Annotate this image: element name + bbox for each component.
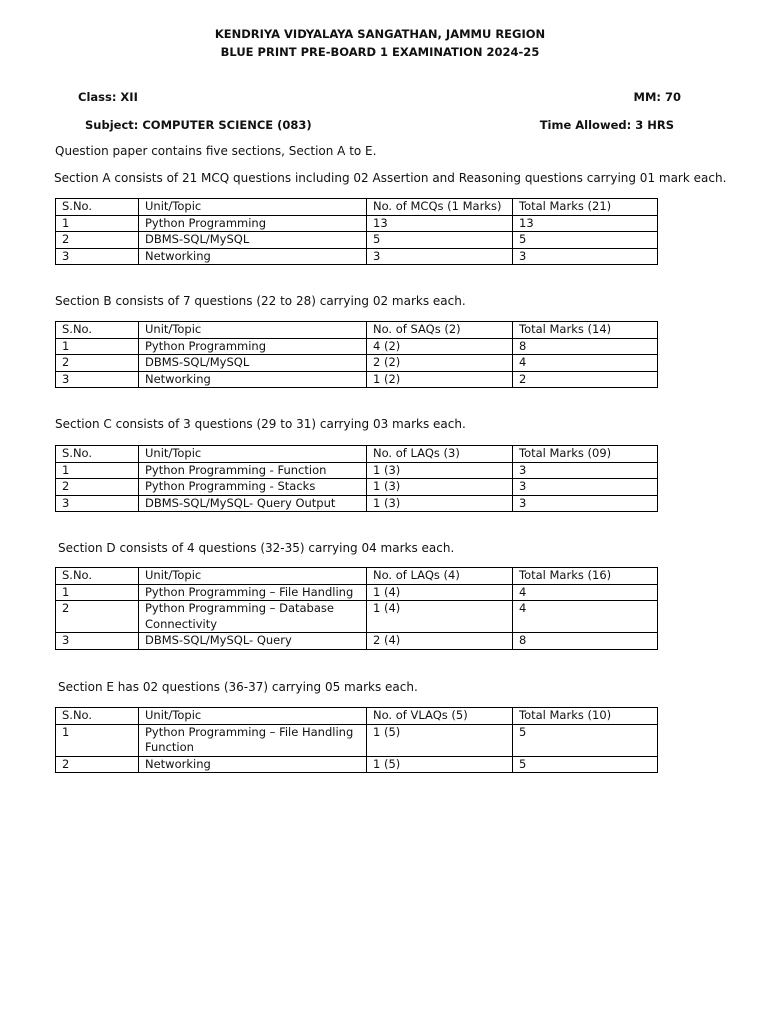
table-cell: 1 (4) (367, 584, 513, 601)
table-header-row (56, 446, 658, 463)
table-cell: 4 (513, 355, 658, 372)
table-cell: 1 (5) (367, 724, 513, 756)
table-cell: 5 (513, 232, 658, 249)
table-row (56, 724, 658, 756)
table-row (56, 462, 658, 479)
header-cell: No. of VLAQs (5) (367, 708, 513, 725)
header-cell: No. of MCQs (1 Marks) (367, 199, 513, 216)
table-cell: 13 (367, 215, 513, 232)
section-e-description: Section E has 02 questions (36-37) carrying 05 marks each. (58, 680, 418, 694)
table-cell: 3 (56, 495, 139, 512)
table-cell: 1 (3) (367, 479, 513, 496)
header-cell: S.No. (56, 708, 139, 725)
table-cell: 3 (513, 495, 658, 512)
table-cell: 1 (5) (367, 756, 513, 773)
table-row (56, 479, 658, 496)
table-cell: 4 (513, 584, 658, 601)
table-cell: DBMS-SQL/MySQL (139, 355, 367, 372)
table-cell: Networking (139, 248, 367, 265)
table-cell: 4 (513, 601, 658, 633)
header-cell: S.No. (56, 322, 139, 339)
table-row (56, 601, 658, 633)
table-cell: 2 (4) (367, 633, 513, 650)
section-a-description: Section A consists of 21 MCQ questions including 02 Assertion and Reasoning questions carrying 01 mark each. (54, 171, 727, 185)
table-cell: Python Programming (139, 338, 367, 355)
header-cell: No. of LAQs (3) (367, 446, 513, 463)
header-cell: Unit/Topic (139, 708, 367, 725)
table-header-row (56, 322, 658, 339)
table-cell: 5 (367, 232, 513, 249)
table-cell: 4 (2) (367, 338, 513, 355)
table-row (56, 232, 658, 249)
header-cell: Total Marks (21) (513, 199, 658, 216)
table-cell: Python Programming – File Handling Function (139, 724, 367, 756)
table-cell: 1 (56, 724, 139, 756)
header-cell: Total Marks (09) (513, 446, 658, 463)
subject-label: Subject: COMPUTER SCIENCE (083) (85, 118, 312, 132)
table-cell: 1 (4) (367, 601, 513, 633)
table-cell: 2 (2) (367, 355, 513, 372)
header-cell: Total Marks (14) (513, 322, 658, 339)
table-cell: 1 (56, 584, 139, 601)
max-marks-label: MM: 70 (633, 90, 681, 104)
intro-text: Question paper contains five sections, Section A to E. (55, 144, 377, 158)
table-header-row (56, 568, 658, 585)
document-title-line-1: KENDRIYA VIDYALAYA SANGATHAN, JAMMU REGION (214, 27, 546, 41)
table-cell: Python Programming – File Handling (139, 584, 367, 601)
table-row (56, 495, 658, 512)
table-cell: 8 (513, 633, 658, 650)
table-cell: Networking (139, 756, 367, 773)
table-cell: 1 (3) (367, 462, 513, 479)
section-b-table (55, 321, 658, 388)
table-cell: DBMS-SQL/MySQL- Query Output (139, 495, 367, 512)
table-row (56, 584, 658, 601)
section-c-description: Section C consists of 3 questions (29 to 31) carrying 03 marks each. (55, 417, 466, 431)
table-cell: Python Programming – Database Connectivity (139, 601, 367, 633)
table-cell: 3 (56, 371, 139, 388)
table-cell: DBMS-SQL/MySQL (139, 232, 367, 249)
table-cell: 5 (513, 724, 658, 756)
header-cell: S.No. (56, 568, 139, 585)
table-cell: Python Programming (139, 215, 367, 232)
table-row (56, 248, 658, 265)
table-cell: 2 (513, 371, 658, 388)
table-row (56, 215, 658, 232)
table-cell: 1 (2) (367, 371, 513, 388)
table-cell: 2 (56, 232, 139, 249)
table-header-row (56, 708, 658, 725)
header-cell: Unit/Topic (139, 446, 367, 463)
table-cell: 1 (56, 215, 139, 232)
table-cell: 3 (56, 248, 139, 265)
table-cell: Python Programming - Stacks (139, 479, 367, 496)
table-cell: 1 (56, 462, 139, 479)
table-header-row (56, 199, 658, 216)
section-c-table (55, 445, 658, 512)
table-cell: 5 (513, 756, 658, 773)
table-cell: Networking (139, 371, 367, 388)
table-cell: 3 (513, 462, 658, 479)
section-e-table (55, 707, 658, 773)
table-row (56, 371, 658, 388)
table-cell: 2 (56, 601, 139, 633)
table-row (56, 355, 658, 372)
table-cell: 3 (367, 248, 513, 265)
table-row (56, 338, 658, 355)
section-b-description: Section B consists of 7 questions (22 to 28) carrying 02 marks each. (55, 294, 466, 308)
section-a-table (55, 198, 658, 265)
header-cell: S.No. (56, 446, 139, 463)
header-cell: S.No. (56, 199, 139, 216)
table-cell: 8 (513, 338, 658, 355)
section-d-description: Section D consists of 4 questions (32-35) carrying 04 marks each. (58, 541, 455, 555)
header-cell: Total Marks (16) (513, 568, 658, 585)
table-cell: 2 (56, 355, 139, 372)
table-cell: 1 (3) (367, 495, 513, 512)
time-allowed-label: Time Allowed: 3 HRS (539, 118, 674, 132)
header-cell: Unit/Topic (139, 568, 367, 585)
table-cell: DBMS-SQL/MySQL- Query (139, 633, 367, 650)
table-cell: 3 (513, 248, 658, 265)
table-cell: 1 (56, 338, 139, 355)
header-cell: No. of LAQs (4) (367, 568, 513, 585)
header-cell: Total Marks (10) (513, 708, 658, 725)
header-cell: No. of SAQs (2) (367, 322, 513, 339)
table-cell: 3 (513, 479, 658, 496)
table-cell: 2 (56, 479, 139, 496)
header-cell: Unit/Topic (139, 322, 367, 339)
section-d-table (55, 567, 658, 650)
table-cell: 2 (56, 756, 139, 773)
table-cell: 13 (513, 215, 658, 232)
table-cell: 3 (56, 633, 139, 650)
table-row (56, 756, 658, 773)
class-label: Class: XII (78, 90, 138, 104)
header-cell: Unit/Topic (139, 199, 367, 216)
table-cell: Python Programming - Function (139, 462, 367, 479)
document-title-line-2: BLUE PRINT PRE-BOARD 1 EXAMINATION 2024-25 (220, 45, 540, 59)
table-row (56, 633, 658, 650)
